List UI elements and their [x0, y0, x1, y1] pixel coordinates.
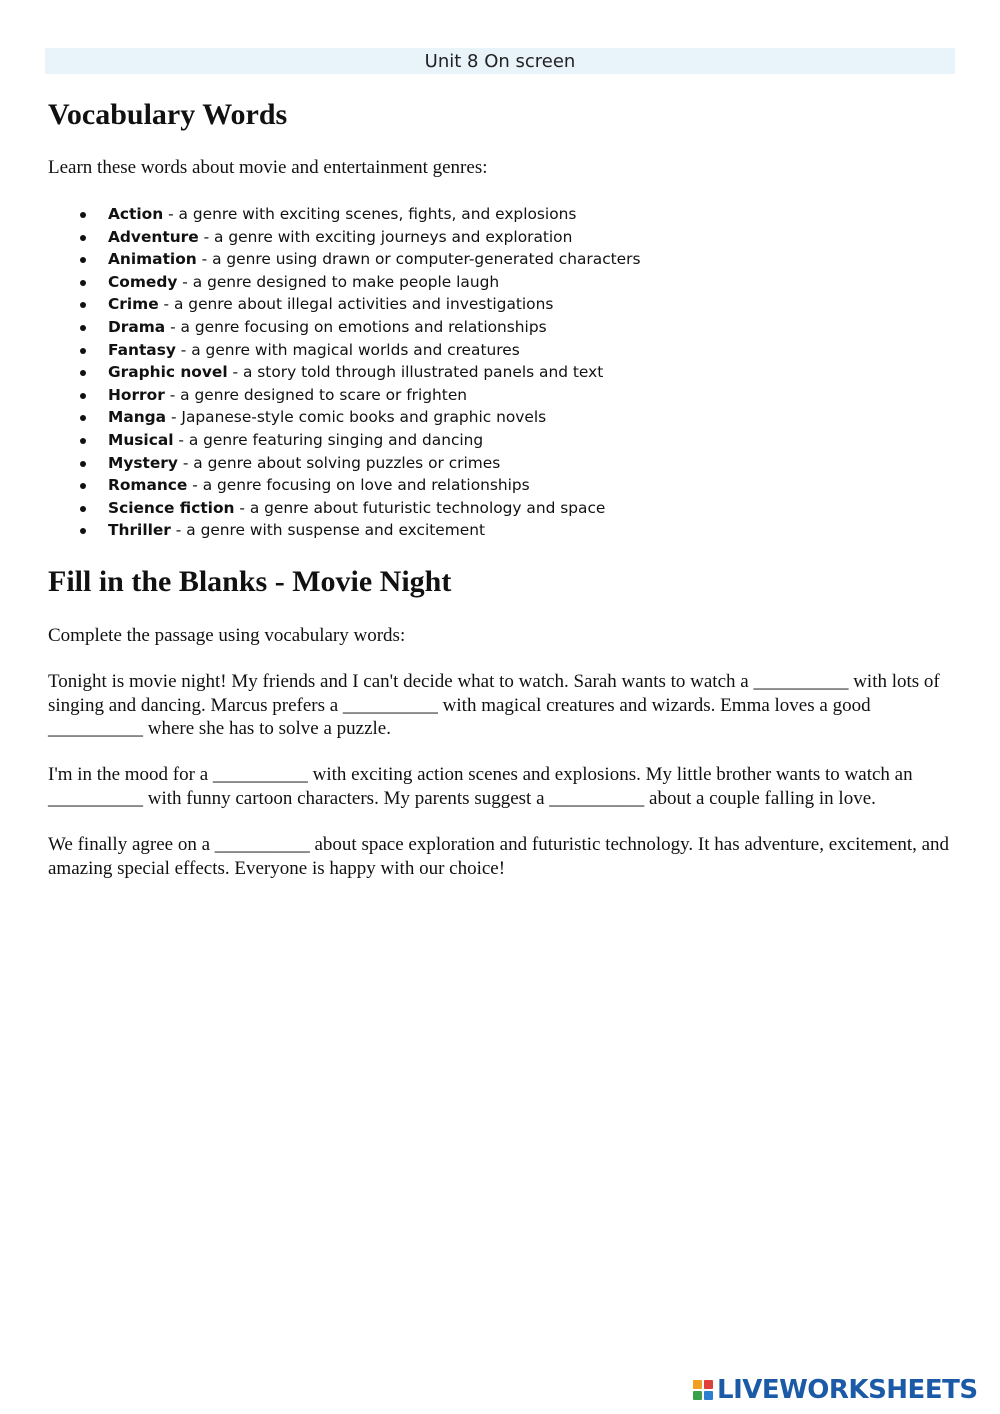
- passage-paragraph-2: I'm in the mood for a __________ with exciting action scenes and explosions. My little brother wants to watch an __________ with funny cartoon characters. My parents suggest a __________ about a couple falling in love.: [48, 764, 913, 809]
- vocab-item: [108, 361, 641, 384]
- vocab-definition: - a genre with exciting scenes, fights, and explosions: [163, 205, 577, 223]
- vocab-term: Drama: [108, 317, 166, 336]
- vocab-definition: - a genre with exciting journeys and exploration: [198, 227, 573, 246]
- vocab-item: [108, 316, 641, 339]
- vocab-definition: - a story told through illustrated panels and text: [227, 363, 604, 382]
- vocab-item: [108, 429, 641, 452]
- vocab-definition: - Japanese-style comic books and graphic novels: [166, 408, 547, 427]
- vocabulary-list: [48, 203, 641, 542]
- vocab-item: [108, 384, 641, 407]
- vocab-term: Thriller: [108, 521, 171, 540]
- vocab-term: Manga: [108, 408, 167, 427]
- vocab-term: Graphic novel: [108, 363, 228, 382]
- vocab-item: [108, 248, 641, 271]
- vocab-item: [108, 497, 641, 520]
- unit-title: Unit 8 On screen: [424, 51, 576, 72]
- vocab-definition: - a genre with suspense and excitement: [170, 521, 485, 540]
- vocab-term: Romance: [108, 476, 188, 495]
- vocab-term: Comedy: [108, 272, 178, 291]
- vocab-item: [108, 339, 641, 362]
- vocab-term: Adventure: [108, 227, 199, 246]
- logo-square-e: [704, 1391, 713, 1400]
- vocab-definition: - a genre focusing on love and relationships: [187, 476, 530, 495]
- exercise-instruction: Complete the passage using vocabulary words:: [48, 625, 406, 646]
- logo-square-i: [704, 1380, 713, 1389]
- vocab-item: [108, 271, 641, 294]
- vocab-definition: - a genre featuring singing and dancing: [173, 430, 484, 449]
- vocab-term: Horror: [108, 385, 165, 404]
- vocab-term: Science fiction: [108, 498, 235, 517]
- vocab-term: Musical: [108, 430, 174, 449]
- vocab-definition: - a genre with magical worlds and creatures: [175, 340, 520, 359]
- unit-header: [45, 48, 955, 74]
- vocab-definition: - a genre using drawn or computer-generated characters: [196, 250, 641, 269]
- vocabulary-intro: Learn these words about movie and entertainment genres:: [48, 157, 488, 178]
- vocab-item: [108, 293, 641, 316]
- vocab-term: Action: [108, 205, 164, 223]
- vocab-term: Animation: [108, 250, 197, 269]
- liveworksheets-logo: [693, 1374, 978, 1406]
- logo-mark-icon: [693, 1380, 713, 1400]
- vocab-term: Mystery: [108, 453, 178, 472]
- passage-paragraph-1: Tonight is movie night! My friends and I can't decide what to watch. Sarah wants to watch a __________ with lots of singing and dancing. Marcus prefers a __________ with magical creatures and wizards. Emma loves a good __________ where she has to solve a puzzle.: [48, 671, 940, 739]
- vocabulary-heading: Vocabulary Words: [48, 98, 288, 131]
- logo-square-v: [693, 1391, 702, 1400]
- exercise-heading: Fill in the Blanks - Movie Night: [48, 565, 452, 598]
- logo-square-l: [693, 1380, 702, 1389]
- vocab-definition: - a genre about illegal activities and investigations: [158, 295, 554, 314]
- vocab-item: [108, 406, 641, 429]
- vocab-item: [108, 474, 641, 497]
- vocab-term: Fantasy: [108, 340, 176, 359]
- vocab-item: [108, 203, 641, 226]
- vocab-definition: - a genre about futuristic technology and space: [234, 498, 606, 517]
- vocab-item: [108, 452, 641, 475]
- vocab-definition: - a genre designed to scare or frighten: [164, 385, 468, 404]
- passage-paragraph-3: We finally agree on a __________ about space exploration and futuristic technology. It has adventure, excitement, and amazing special effects. Everyone is happy with our choice!: [48, 834, 950, 879]
- vocab-item: [108, 519, 641, 542]
- vocab-term: Crime: [108, 295, 159, 314]
- vocab-definition: - a genre designed to make people laugh: [177, 272, 500, 291]
- vocab-item: [108, 226, 641, 249]
- brand-name: LIVEWORKSHEETS: [717, 1375, 978, 1405]
- vocab-definition: - a genre focusing on emotions and relationships: [165, 317, 547, 336]
- vocab-definition: - a genre about solving puzzles or crimes: [177, 453, 501, 472]
